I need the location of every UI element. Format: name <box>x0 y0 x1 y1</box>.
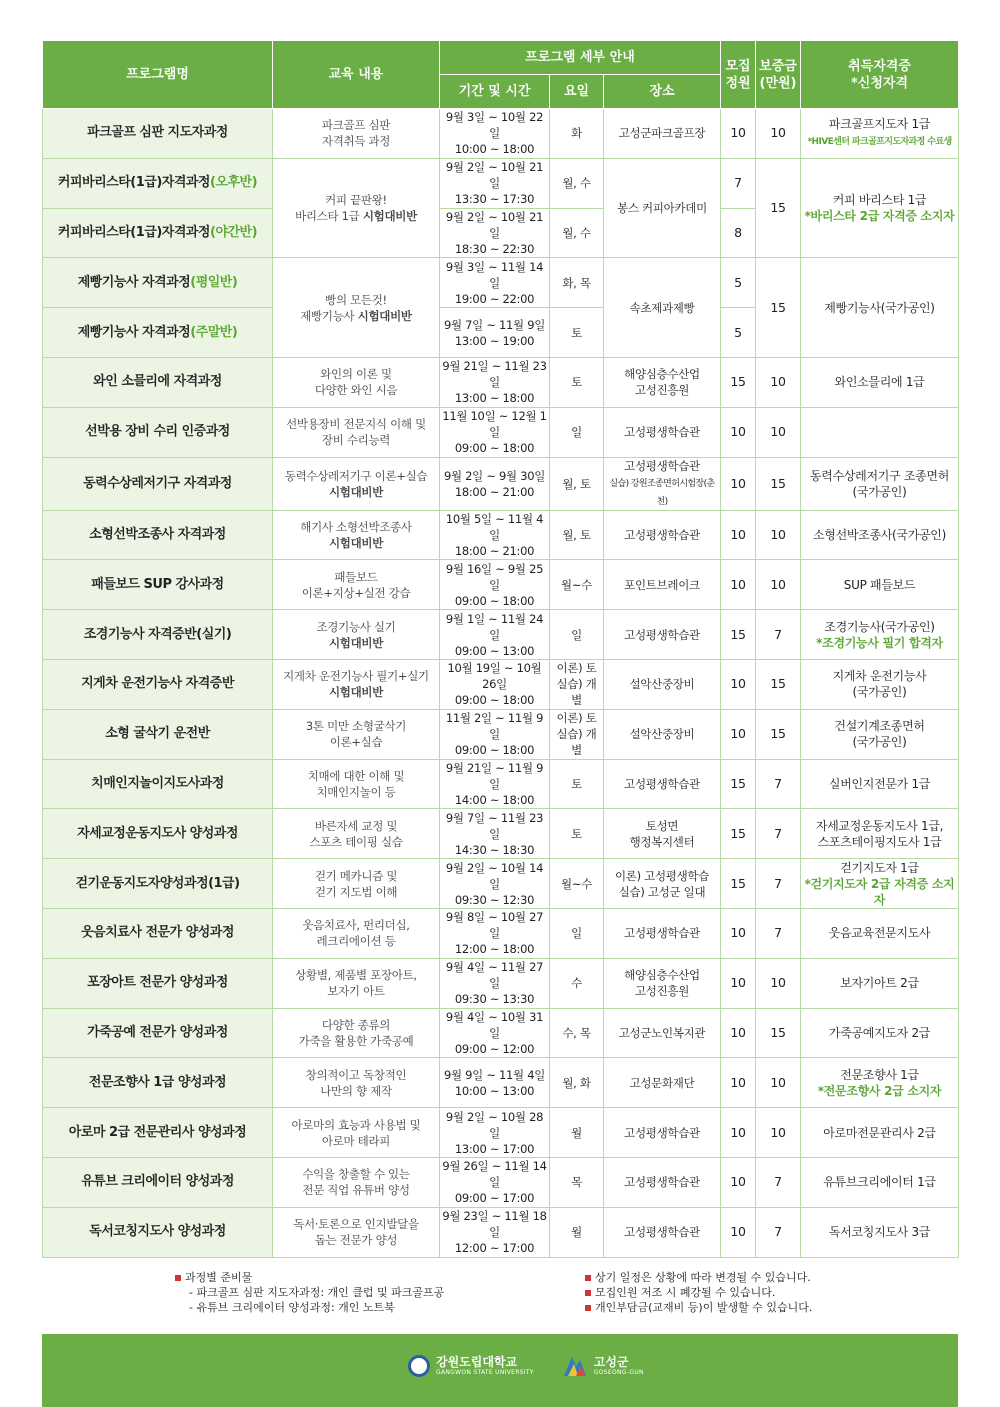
period: 9월 2일 ~ 9월 30일 18:00 ~ 21:00 <box>440 457 550 510</box>
certificate: 웃음교육전문지도사 <box>801 908 959 958</box>
bullet-icon <box>585 1305 591 1311</box>
capacity: 10 <box>721 1157 756 1207</box>
table-row <box>43 1207 959 1257</box>
certificate: 전문조향사 1급 *전문조향사 2급 소지자 <box>801 1058 959 1108</box>
deposit: 15 <box>756 158 801 258</box>
program-name: 치매인지놀이지도사과정 <box>43 759 273 809</box>
header-place: 장소 <box>604 75 721 109</box>
education-content: 독서·토론으로 인지발달을 돕는 전문가 양성 <box>273 1207 440 1257</box>
table-row <box>43 258 959 308</box>
place: 토성면 행정복지센터 <box>604 809 721 859</box>
day: 월 <box>550 1108 604 1158</box>
education-content: 빵의 모든것! 제빵기능사 시험대비반 <box>273 258 440 358</box>
place: 고성평생학습관 <box>604 1108 721 1158</box>
education-content: 다양한 종류의 가죽을 활용한 가죽공예 <box>273 1008 440 1058</box>
table-row <box>43 1108 959 1158</box>
day: 일 <box>550 610 604 660</box>
certificate <box>801 407 959 457</box>
university-logo <box>408 1355 534 1377</box>
deposit: 10 <box>756 1108 801 1158</box>
education-content: 3톤 미만 소형굴삭기 이론+실습 <box>273 709 440 759</box>
program-name: 파크골프 심판 지도자과정 <box>43 109 273 159</box>
certificate: 걷기지도자 1급 *걷기지도자 2급 자격증 소지자 <box>801 859 959 909</box>
period: 9월 9일 ~ 11월 4일 10:00 ~ 13:00 <box>440 1058 550 1108</box>
header-detail-group: 프로그램 세부 안내 <box>440 41 721 75</box>
period: 9월 7일 ~ 11월 23일 14:30 ~ 18:30 <box>440 809 550 859</box>
period: 9월 4일 ~ 10월 31일 09:00 ~ 12:00 <box>440 1008 550 1058</box>
period: 9월 2일 ~ 10월 28일 13:00 ~ 17:00 <box>440 1108 550 1158</box>
certificate: 소형선박조종사(국가공인) <box>801 510 959 560</box>
program-name: 패들보드 SUP 강사과정 <box>43 560 273 610</box>
capacity: 10 <box>721 407 756 457</box>
deposit: 7 <box>756 908 801 958</box>
day: 일 <box>550 908 604 958</box>
capacity: 10 <box>721 1207 756 1257</box>
notes-title: 과정별 준비물 <box>185 1271 253 1284</box>
deposit: 7 <box>756 809 801 859</box>
program-name: 가죽공예 전문가 양성과정 <box>43 1008 273 1058</box>
period: 9월 21일 ~ 11월 9일 14:00 ~ 18:00 <box>440 759 550 809</box>
county-logo <box>562 1354 644 1378</box>
certificate: 동력수상레저기구 조종면허 (국가공인) <box>801 457 959 510</box>
period: 11월 10일 ~ 12월 1일 09:00 ~ 18:00 <box>440 407 550 457</box>
capacity: 10 <box>721 1058 756 1108</box>
capacity: 7 <box>721 158 756 208</box>
education-content: 치매에 대한 이해 및 치매인지놀이 등 <box>273 759 440 809</box>
period: 9월 4일 ~ 11월 27일 09:30 ~ 13:30 <box>440 958 550 1008</box>
day: 월~수 <box>550 859 604 909</box>
capacity: 15 <box>721 809 756 859</box>
place: 고성군파크골프장 <box>604 109 721 159</box>
certificate: 조경기능사(국가공인) *조경기능사 필기 합격자 <box>801 610 959 660</box>
table-row <box>43 610 959 660</box>
program-name: 포장아트 전문가 양성과정 <box>43 958 273 1008</box>
bullet-icon <box>585 1290 591 1296</box>
program-name: 전문조향사 1급 양성과정 <box>43 1058 273 1108</box>
place: 해양심층수산업 고성진흥원 <box>604 357 721 407</box>
table-row <box>43 1008 959 1058</box>
program-name: 지게차 운전기능사 자격증반 <box>43 659 273 709</box>
period: 9월 8일 ~ 10월 27일 12:00 ~ 18:00 <box>440 908 550 958</box>
header-certificate: 취득자격증 *신청자격 <box>801 41 959 109</box>
place: 고성군노인복지관 <box>604 1008 721 1058</box>
footer-logos <box>408 1354 644 1378</box>
education-content: 패들보드 이론+지상+실전 강습 <box>273 560 440 610</box>
note-item: 상기 일정은 상황에 따라 변경될 수 있습니다. <box>595 1271 811 1284</box>
capacity: 15 <box>721 357 756 407</box>
capacity: 10 <box>721 659 756 709</box>
period: 9월 2일 ~ 10월 14일 09:30 ~ 12:30 <box>440 859 550 909</box>
table-row <box>43 457 959 510</box>
education-content: 조경기능사 실기 시험대비반 <box>273 610 440 660</box>
program-name: 걷기운동지도자양성과정(1급) <box>43 859 273 909</box>
place: 고성평생학습관 <box>604 610 721 660</box>
capacity: 10 <box>721 457 756 510</box>
deposit: 7 <box>756 610 801 660</box>
education-content: 걷기 메카니즘 및 걷기 지도법 이해 <box>273 859 440 909</box>
place: 고성평생학습관 <box>604 407 721 457</box>
deposit: 10 <box>756 407 801 457</box>
deposit: 15 <box>756 258 801 358</box>
day: 이론) 토 실습) 개별 <box>550 709 604 759</box>
table-row <box>43 407 959 457</box>
county-name: 고성군 <box>593 1355 629 1369</box>
notes-left <box>175 1270 444 1315</box>
education-content: 동력수상레저기구 이론+실습 시험대비반 <box>273 457 440 510</box>
table-row <box>43 510 959 560</box>
capacity: 10 <box>721 510 756 560</box>
deposit: 15 <box>756 709 801 759</box>
program-name: 소형선박조종사 자격과정 <box>43 510 273 560</box>
header-deposit: 보증금 (만원) <box>756 41 801 109</box>
deposit: 10 <box>756 357 801 407</box>
footer-bar <box>42 1334 958 1407</box>
education-content: 수익을 창출할 수 있는 전문 직업 유튜버 양성 <box>273 1157 440 1207</box>
education-content: 바른자세 교정 및 스포츠 테이핑 실습 <box>273 809 440 859</box>
deposit: 7 <box>756 1207 801 1257</box>
place: 고성평생학습관 <box>604 908 721 958</box>
day: 수, 목 <box>550 1008 604 1058</box>
period: 10월 19일 ~ 10월 26일 09:00 ~ 18:00 <box>440 659 550 709</box>
note-item: - 유튜브 크리에이터 양성과정: 개인 노트북 <box>189 1301 395 1314</box>
capacity: 15 <box>721 859 756 909</box>
deposit: 7 <box>756 859 801 909</box>
header-period: 기간 및 시간 <box>440 75 550 109</box>
education-content: 아로마의 효능과 사용법 및 아로마 테라피 <box>273 1108 440 1158</box>
capacity: 8 <box>721 208 756 258</box>
capacity: 10 <box>721 109 756 159</box>
certificate: 지게차 운전기능사 (국가공인) <box>801 659 959 709</box>
program-table <box>42 40 959 1258</box>
deposit: 15 <box>756 659 801 709</box>
certificate: 제빵기능사(국가공인) <box>801 258 959 358</box>
certificate: 가죽공예지도자 2급 <box>801 1008 959 1058</box>
day: 토 <box>550 759 604 809</box>
deposit: 10 <box>756 958 801 1008</box>
university-seal-icon <box>408 1355 430 1377</box>
capacity: 15 <box>721 759 756 809</box>
day: 월~수 <box>550 560 604 610</box>
county-subtitle: GOSEONG-GUN <box>593 1369 644 1376</box>
period: 9월 7일 ~ 11월 9일 13:00 ~ 19:00 <box>440 308 550 358</box>
day: 토 <box>550 357 604 407</box>
table-row <box>43 809 959 859</box>
notes-right <box>585 1270 812 1315</box>
table-row <box>43 709 959 759</box>
capacity: 10 <box>721 1008 756 1058</box>
period: 9월 23일 ~ 11월 18일 12:00 ~ 17:00 <box>440 1207 550 1257</box>
capacity: 10 <box>721 958 756 1008</box>
place: 고성평생학습관 <box>604 759 721 809</box>
education-content: 파크골프 심판 자격취득 과정 <box>273 109 440 159</box>
place: 해양심층수산업 고성진흥원 <box>604 958 721 1008</box>
place: 설악산중장비 <box>604 659 721 709</box>
program-name: 선박용 장비 수리 인증과정 <box>43 407 273 457</box>
day: 월 <box>550 1207 604 1257</box>
program-name: 커피바리스타(1급)자격과정(야간반) <box>43 208 273 258</box>
table-row <box>43 560 959 610</box>
day: 월, 수 <box>550 158 604 208</box>
day: 토 <box>550 809 604 859</box>
capacity: 10 <box>721 560 756 610</box>
period: 9월 16일 ~ 9월 25일 09:00 ~ 18:00 <box>440 560 550 610</box>
program-name: 제빵기능사 자격과정(주말반) <box>43 308 273 358</box>
table-row <box>43 1058 959 1108</box>
deposit: 15 <box>756 1008 801 1058</box>
program-name: 웃음치료사 전문가 양성과정 <box>43 908 273 958</box>
note-item: 모집인원 저조 시 폐강될 수 있습니다. <box>595 1286 776 1299</box>
capacity: 5 <box>721 258 756 308</box>
capacity: 10 <box>721 908 756 958</box>
certificate: 실버인지전문가 1급 <box>801 759 959 809</box>
certificate: 독서코칭지도사 3급 <box>801 1207 959 1257</box>
deposit: 7 <box>756 759 801 809</box>
table-row <box>43 958 959 1008</box>
deposit: 7 <box>756 1157 801 1207</box>
capacity: 10 <box>721 709 756 759</box>
place: 이론) 고성평생학습 실습) 고성군 일대 <box>604 859 721 909</box>
period: 9월 26일 ~ 11월 14일 09:00 ~ 17:00 <box>440 1157 550 1207</box>
deposit: 10 <box>756 109 801 159</box>
deposit: 15 <box>756 457 801 510</box>
education-content: 상황별, 제품별 포장아트, 보자기 아트 <box>273 958 440 1008</box>
program-name: 와인 소믈리에 자격과정 <box>43 357 273 407</box>
table-row <box>43 1157 959 1207</box>
period: 9월 2일 ~ 10월 21일 13:30 ~ 17:30 <box>440 158 550 208</box>
program-name: 동력수상레저기구 자격과정 <box>43 457 273 510</box>
education-content: 커피 끝판왕! 바리스타 1급 시험대비반 <box>273 158 440 258</box>
capacity: 10 <box>721 1108 756 1158</box>
education-content: 와인의 이론 및 다양한 와인 시음 <box>273 357 440 407</box>
table-row <box>43 759 959 809</box>
bullet-icon <box>585 1275 591 1281</box>
period: 9월 2일 ~ 10월 21일 18:30 ~ 22:30 <box>440 208 550 258</box>
education-content: 선박용장비 전문지식 이해 및 장비 수리능력 <box>273 407 440 457</box>
table-row <box>43 158 959 208</box>
period: 10월 5일 ~ 11월 4일 18:00 ~ 21:00 <box>440 510 550 560</box>
capacity: 15 <box>721 610 756 660</box>
program-name: 조경기능사 자격증반(실기) <box>43 610 273 660</box>
certificate: SUP 패들보드 <box>801 560 959 610</box>
period: 9월 21일 ~ 11월 23일 13:00 ~ 18:00 <box>440 357 550 407</box>
table-row <box>43 357 959 407</box>
program-name: 커피바리스타(1급)자격과정(오후반) <box>43 158 273 208</box>
day: 수 <box>550 958 604 1008</box>
education-content: 지게차 운전기능사 필기+실기 시험대비반 <box>273 659 440 709</box>
deposit: 10 <box>756 1058 801 1108</box>
table-row <box>43 908 959 958</box>
certificate: 자세교정운동지도사 1급, 스포츠테이핑지도사 1급 <box>801 809 959 859</box>
deposit: 10 <box>756 560 801 610</box>
certificate: 파크골프지도자 1급 *HIVE센터 파크골프지도자과정 수료생 <box>801 109 959 159</box>
program-name: 제빵기능사 자격과정(평일반) <box>43 258 273 308</box>
place: 고성평생학습관 <box>604 510 721 560</box>
certificate: 커피 바리스타 1급 *바리스타 2급 자격증 소지자 <box>801 158 959 258</box>
education-content: 웃음치료사, 펀리더십, 레크리에이션 등 <box>273 908 440 958</box>
period: 9월 1일 ~ 11월 24일 09:00 ~ 13:00 <box>440 610 550 660</box>
day: 토 <box>550 308 604 358</box>
certificate: 와인소믈리에 1급 <box>801 357 959 407</box>
capacity: 5 <box>721 308 756 358</box>
place: 포인트브레이크 <box>604 560 721 610</box>
day: 목 <box>550 1157 604 1207</box>
day: 일 <box>550 407 604 457</box>
table-row <box>43 659 959 709</box>
program-name: 소형 굴삭기 운전반 <box>43 709 273 759</box>
county-mark-icon <box>562 1354 588 1378</box>
university-name: 강원도립대학교 <box>436 1355 518 1369</box>
place: 고성평생학습관 실습) 강원조종면허시험장(춘천) <box>604 457 721 510</box>
table-row <box>43 109 959 159</box>
certificate: 건설기계조종면허 (국가공인) <box>801 709 959 759</box>
period: 9월 3일 ~ 11월 14일 19:00 ~ 22:00 <box>440 258 550 308</box>
deposit: 10 <box>756 510 801 560</box>
day: 월, 토 <box>550 510 604 560</box>
header-day: 요일 <box>550 75 604 109</box>
program-name: 유튜브 크리에이터 양성과정 <box>43 1157 273 1207</box>
program-name: 아로마 2급 전문관리사 양성과정 <box>43 1108 273 1158</box>
day: 화, 목 <box>550 258 604 308</box>
place: 봉스 커피아카데미 <box>604 158 721 258</box>
place: 고성문화재단 <box>604 1058 721 1108</box>
program-name: 독서코칭지도사 양성과정 <box>43 1207 273 1257</box>
note-item: 개인부담금(교재비 등)이 발생할 수 있습니다. <box>595 1301 813 1314</box>
table-row <box>43 859 959 909</box>
program-table-wrapper <box>42 40 958 1258</box>
place: 속초제과제빵 <box>604 258 721 358</box>
certificate: 유튜브크리에이터 1급 <box>801 1157 959 1207</box>
education-content: 해기사 소형선박조종사 시험대비반 <box>273 510 440 560</box>
header-program: 프로그램명 <box>43 41 273 109</box>
place: 고성평생학습관 <box>604 1157 721 1207</box>
period: 9월 3일 ~ 10월 22일 10:00 ~ 18:00 <box>440 109 550 159</box>
bullet-icon <box>175 1275 181 1281</box>
certificate: 아로마전문관리사 2급 <box>801 1108 959 1158</box>
note-item: - 파크골프 심판 지도자과정: 개인 클럽 및 파크골프공 <box>189 1286 445 1299</box>
university-subtitle: GANGWON STATE UNIVERSITY <box>436 1369 534 1376</box>
day: 이론) 토 실습) 개별 <box>550 659 604 709</box>
period: 11월 2일 ~ 11월 9일 09:00 ~ 18:00 <box>440 709 550 759</box>
header-capacity: 모집 정원 <box>721 41 756 109</box>
program-name: 자세교정운동지도사 양성과정 <box>43 809 273 859</box>
certificate: 보자기아트 2급 <box>801 958 959 1008</box>
education-content: 창의적이고 독창적인 나만의 향 제작 <box>273 1058 440 1108</box>
place: 설악산중장비 <box>604 709 721 759</box>
day: 월, 수 <box>550 208 604 258</box>
day: 월, 화 <box>550 1058 604 1108</box>
day: 월, 토 <box>550 457 604 510</box>
header-education: 교육 내용 <box>273 41 440 109</box>
day: 화 <box>550 109 604 159</box>
place: 고성평생학습관 <box>604 1207 721 1257</box>
